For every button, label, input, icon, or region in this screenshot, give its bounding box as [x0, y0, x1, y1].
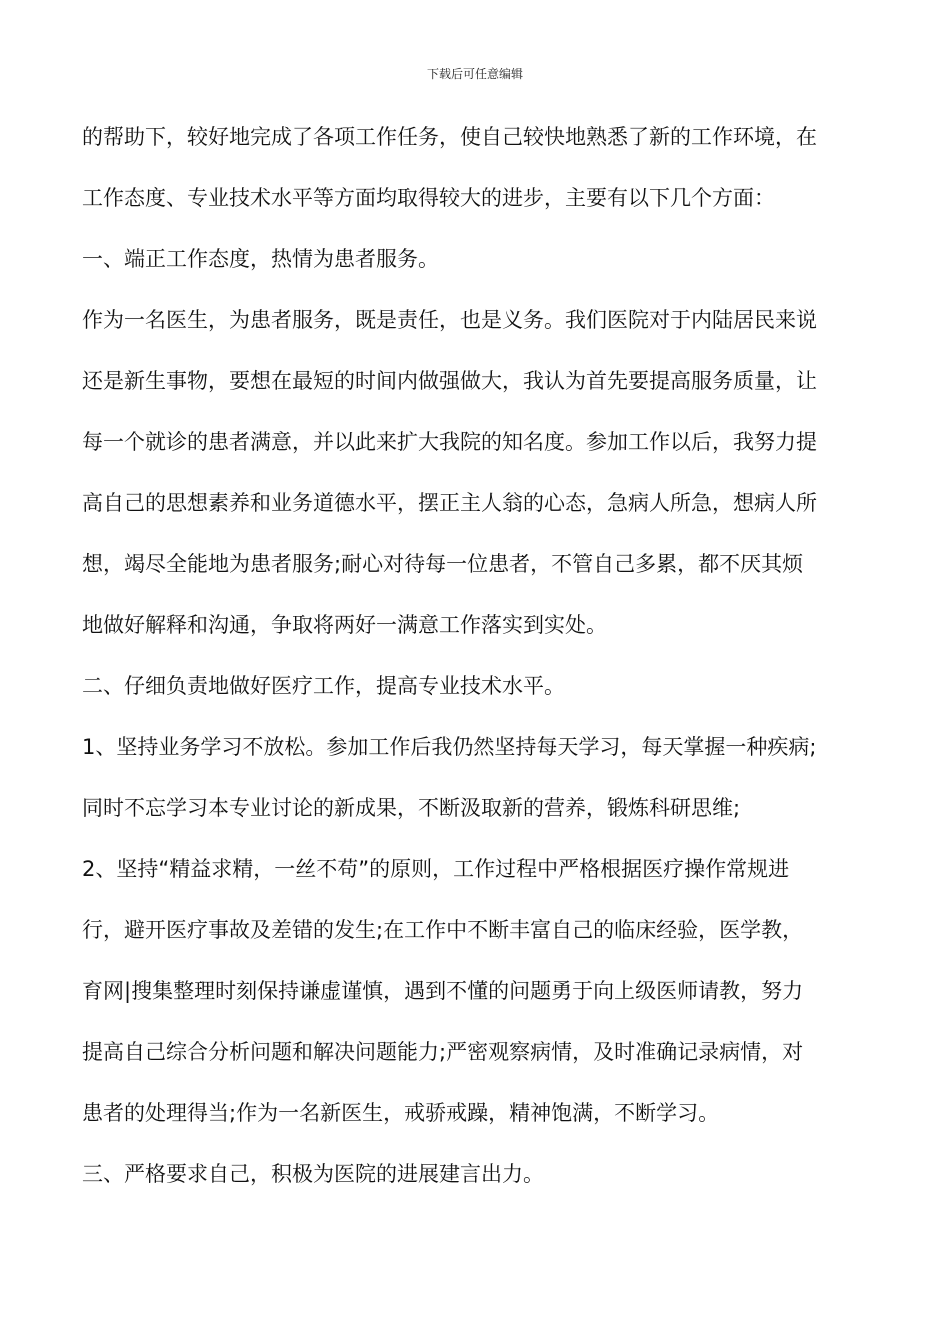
section-heading: 一、端正工作态度，热情为患者服务。: [82, 247, 439, 271]
text-line: 高自己的思想素养和业务道德水平，摆正主人翁的心态，急病人所急，想病人所: [82, 491, 817, 515]
text-line: 育网|搜集整理时刻保持谦虚谨慎，遇到不懂的问题勇于向上级医师请教，努力: [82, 979, 804, 1003]
text-line: 还是新生事物，要想在最短的时间内做强做大，我认为首先要提高服务质量，让: [82, 369, 817, 393]
text-line: 2、坚持“精益求精，一丝不苟”的原则，工作过程中严格根据医疗操作常规进: [82, 857, 790, 881]
section-heading: 二、仔细负责地做好医疗工作，提高专业技术水平。: [82, 674, 565, 698]
text-line: 的帮助下，较好地完成了各项工作任务，使自己较快地熟悉了新的工作环境，在: [82, 125, 817, 149]
text-line: 同时不忘学习本专业讨论的新成果，不断汲取新的营养，锻炼科研思维;: [82, 796, 741, 820]
section-heading: 三、严格要求自己，积极为医院的进展建言出力。: [82, 1162, 544, 1186]
text-line: 想，竭尽全能地为患者服务;耐心对待每一位患者，不管自己多累，都不厌其烦: [82, 552, 804, 576]
text-line: 1、坚持业务学习不放松。参加工作后我仍然坚持每天学习，每天掌握一种疾病;: [82, 735, 817, 759]
text-line: 提高自己综合分析问题和解决问题能力;严密观察病情，及时准确记录病情，对: [82, 1040, 804, 1064]
text-line: 工作态度、专业技术水平等方面均取得较大的进步，主要有以下几个方面：: [82, 186, 775, 210]
page-header: 下载后可任意编辑: [426, 67, 523, 81]
text-line: 地做好解释和沟通，争取将两好一满意工作落实到实处。: [82, 613, 607, 637]
document-body: [82, 115, 872, 1213]
text-line: 行，避开医疗事故及差错的发生;在工作中不断丰富自己的临床经验，医学教，: [82, 918, 804, 942]
text-line: 作为一名医生，为患者服务，既是责任，也是义务。我们医院对于内陆居民来说: [82, 308, 817, 332]
text-line: 每一个就诊的患者满意，并以此来扩大我院的知名度。参加工作以后，我努力提: [82, 430, 817, 454]
text-line: 患者的处理得当;作为一名新医生，戒骄戒躁，精神饱满，不断学习。: [82, 1101, 720, 1125]
